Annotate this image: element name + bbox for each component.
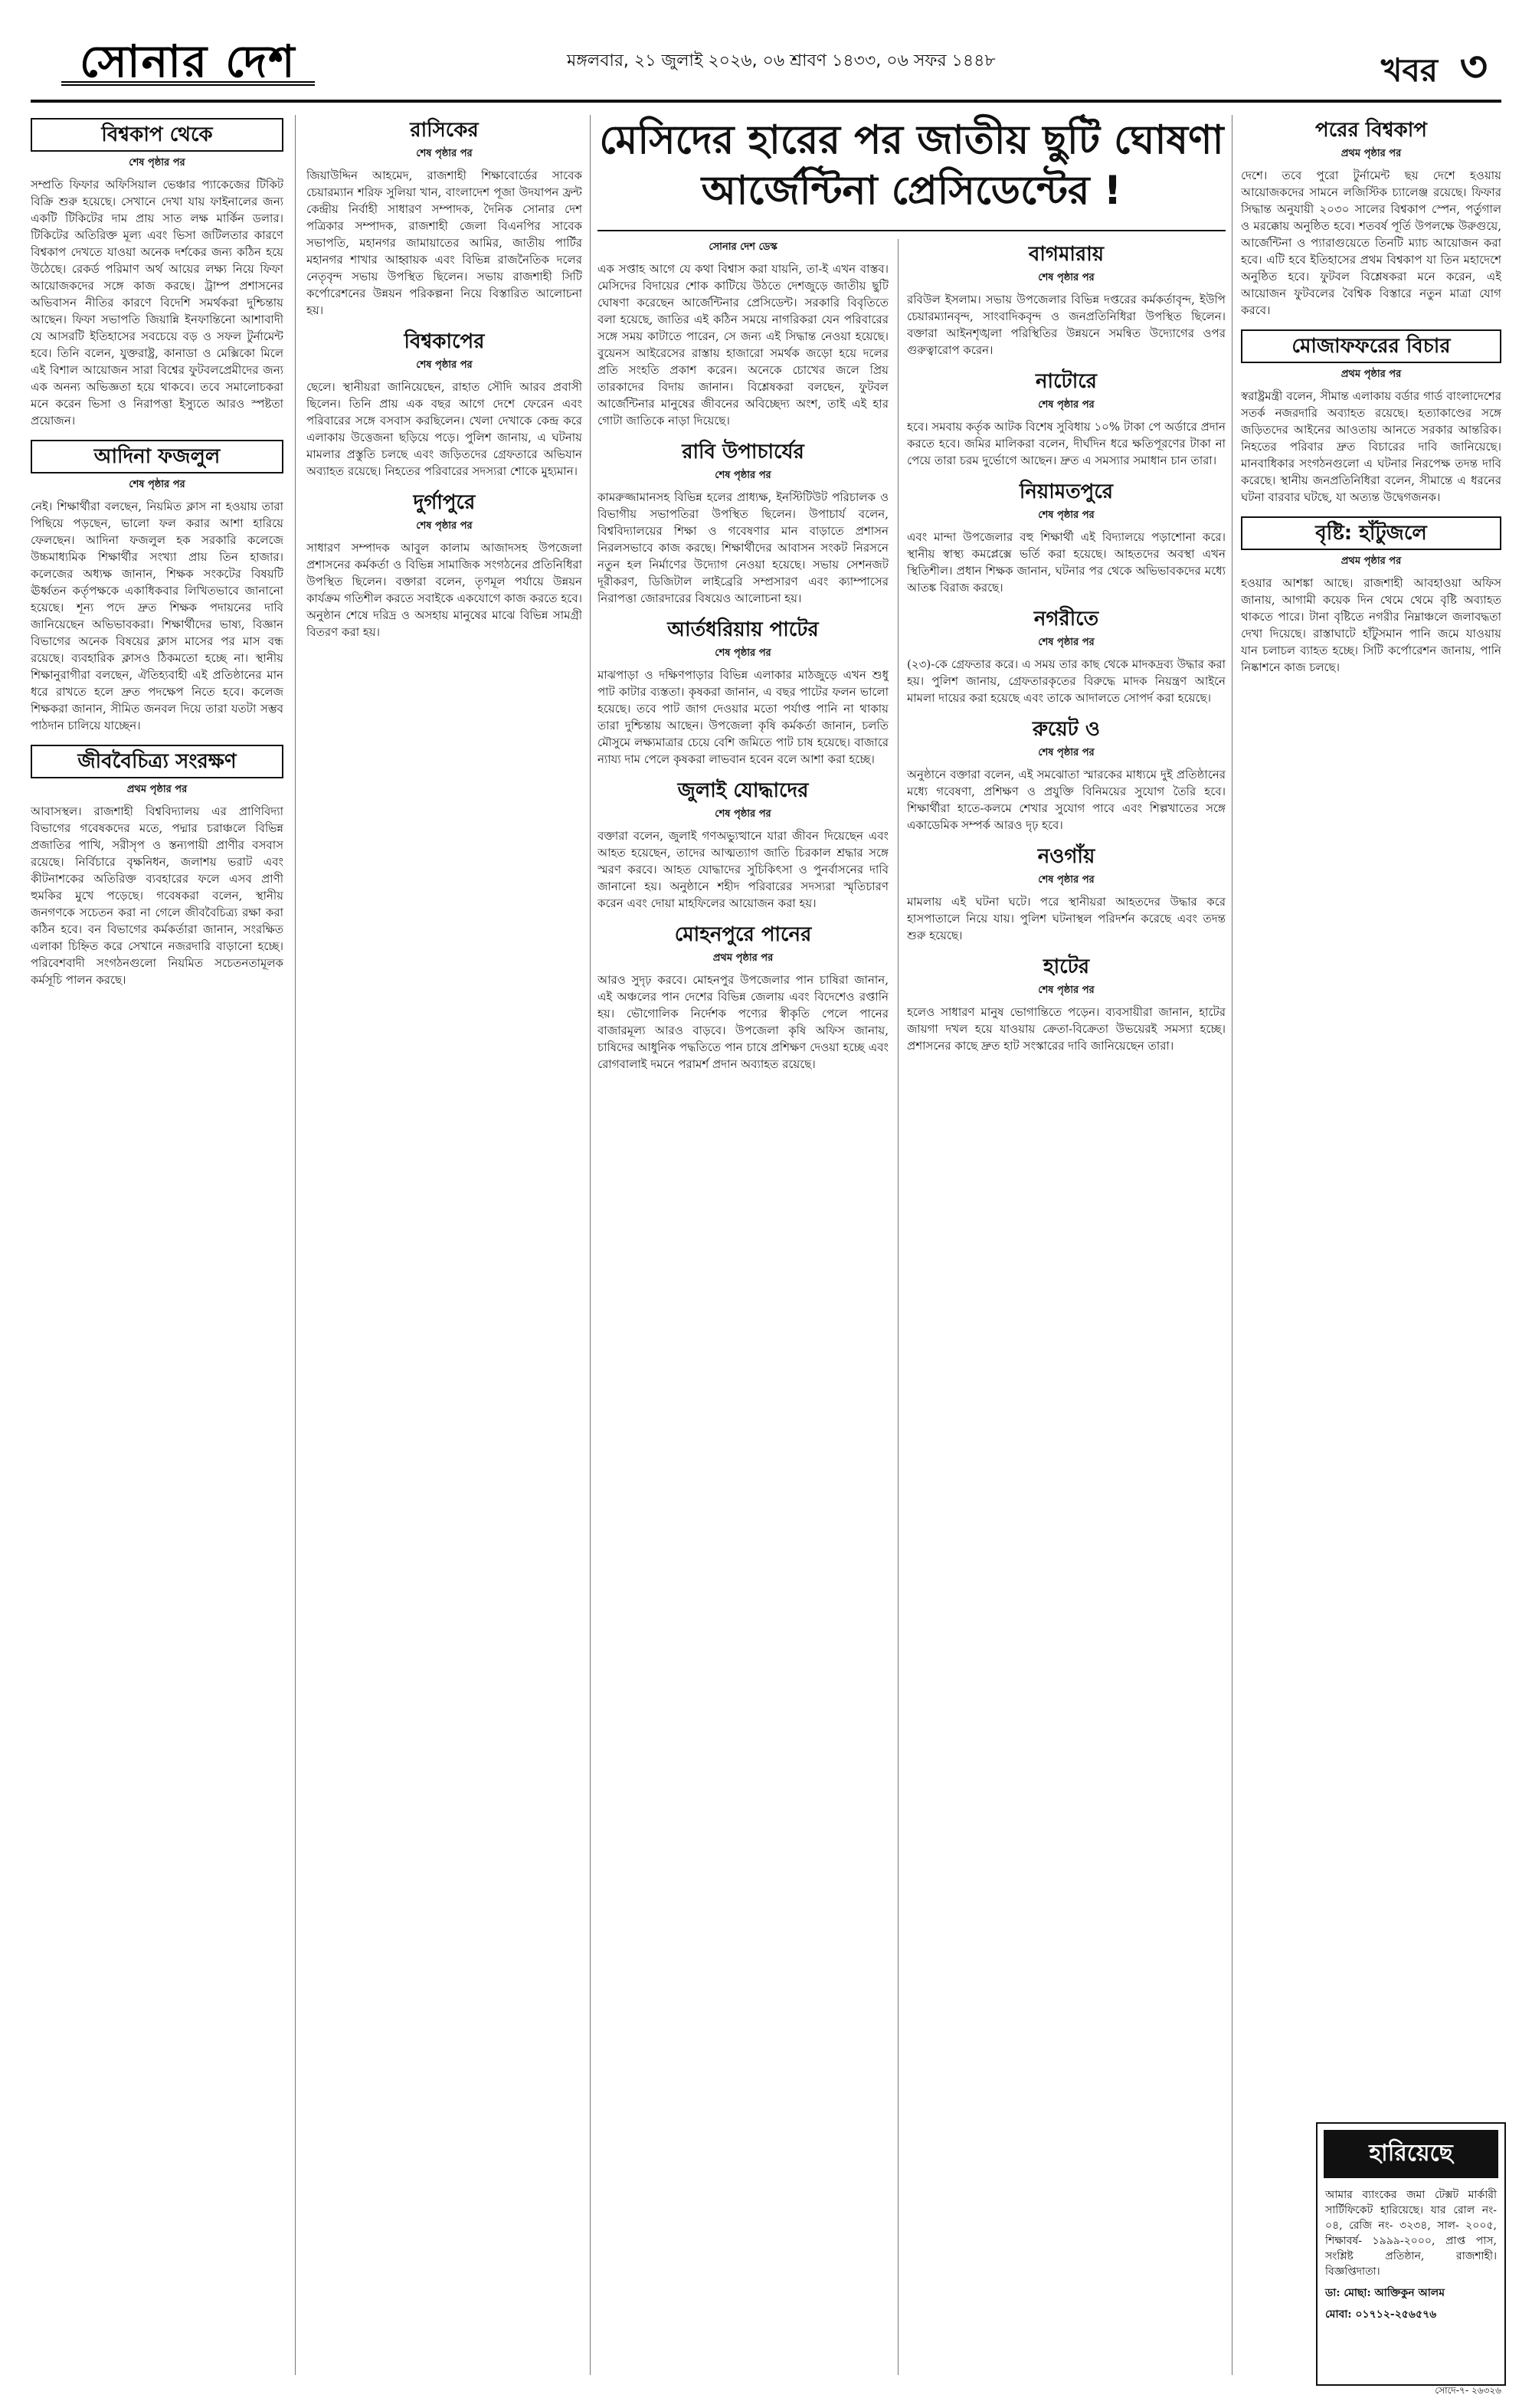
story — [31, 118, 283, 429]
story — [907, 607, 1226, 706]
story-jump: প্রথম পৃষ্ঠার পর — [712, 952, 774, 964]
lead-body: এক সপ্তাহ আগে যে কথা বিশ্বাস করা যায়নি, তা-ই এখন বাস্তব। মেসিদের বিদায়ের শোক কাটিয়ে উঠতে দেশজুড়ে জাতীয় ছুটি ঘোষণা করেছেন আর্জেন্টিনার প্রেসিডেন্ট। সরকারি বিবৃতিতে বলা হয়েছে, জাতির এই কঠিন সময়ে নাগরিকরা যেন পরিবারের সঙ্গে সময় কাটাতে পারেন, সে জন্য এই সিদ্ধান্ত নেওয়া হয়েছে। বুয়েনস আইরেসের রাস্তায় হাজারো সমর্থক জড়ো হয়ে দলের প্রতি সংহতি প্রকাশ করেন। অনেকে চোখের জলে প্রিয় তারকাদের বিদায় জানান। বিশ্লেষকরা বলছেন, ফুটবল আর্জেন্টিনার মানুষের জীবনের অবিচ্ছেদ্য অংশ, তাই এই হার গোটা জাতিকে নাড়া দিয়েছে। — [597, 262, 889, 428]
story-jump: শেষ পৃষ্ঠার পর — [1038, 637, 1095, 648]
story-headline: রুয়েট ও — [1032, 718, 1101, 741]
story — [907, 369, 1226, 469]
masthead-date: মঙ্গলবার, ২১ জুলাই ২০২৬, ০৬ শ্রাবণ ১৪৩৩, ০৬ সফর ১৪৪৮ — [567, 51, 996, 70]
story-jump: শেষ পৃষ্ঠার পর — [1038, 874, 1095, 886]
story-body: কামরুজ্জামানসহ বিভিন্ন হলের প্রাধ্যক্ষ, ইনস্টিটিউট পরিচালক ও বিভাগীয় সভাপতিরা উপস্থিত ছিলেন। উপাচার্য বলেন, বিশ্ববিদ্যালয়ের শিক্ষা ও গবেষণার মান বাড়াতে প্রশাসন নিরলসভাবে কাজ করছে। শিক্ষার্থীদের আবাসন সংকট নিরসনে নতুন হল নির্মাণের উদ্যোগ নেওয়া হয়েছে। সভায় সেশনজট দূরীকরণ, ডিজিটাল লাইব্রেরি সম্প্রসারণ এবং ক্যাম্পাসের নিরাপত্তা জোরদারের বিষয়েও আলোচনা হয়। — [597, 490, 889, 605]
story-body: মামলায় এই ঘটনা ঘটে। পরে স্থানীয়রা আহতদের উদ্ধার করে হাসপাতালে নিয়ে যায়। পুলিশ ঘটনাস্থল পরিদর্শন করেছে এবং তদন্ত শুরু হয়েছে। — [907, 895, 1226, 942]
story-headline: রাবি উপাচার্যের — [682, 441, 804, 464]
story-headline: দুর্গাপুরে — [413, 491, 476, 514]
story — [597, 922, 889, 1073]
story-headline: মোজাফফরের বিচার — [1241, 329, 1501, 363]
lead-divider — [597, 230, 1226, 231]
notice-code: সোদে-৭- ২৬৩২৬ — [1435, 2385, 1501, 2396]
story-jump: শেষ পৃষ্ঠার পর — [416, 520, 473, 532]
story — [1241, 118, 1501, 319]
notice-phone: মোবা: ০১৭১২-২৫৬৫৭৬ — [1325, 2308, 1437, 2321]
lead-headline: মেসিদের হারের পর জাতীয় ছুটি ঘোষণা আর্জেন্টিনা প্রেসিডেন্টের ! — [599, 117, 1224, 214]
story-body: এবং মান্দা উপজেলার বহু শিক্ষার্থী এই বিদ্যালয়ে পড়াশোনা করে। স্থানীয় স্বাস্থ্য কমপ্লেক্সে ভর্তি করা হয়েছে। আহতদের অবস্থা এখন স্থিতিশীল। প্রধান শিক্ষক জানান, ঘটনার পর থেকে অভিভাবকদের মধ্যে আতঙ্ক বিরাজ করছে। — [907, 530, 1226, 595]
story-body: (২৩)-কে গ্রেফতার করে। এ সময় তার কাছ থেকে মাদকদ্রব্য উদ্ধার করা হয়। পুলিশ জানায়, গ্রেফতারকৃতের বিরুদ্ধে মাদক নিয়ন্ত্রণ আইনে মামলা দায়ের করা হয়েছে এবং তাকে আদালতে সোপর্দ করা হয়েছে। — [907, 657, 1226, 705]
story-headline: বাগমারায় — [1028, 243, 1105, 266]
story-headline: বিশ্বকাপের — [404, 330, 485, 353]
column-2 — [306, 115, 582, 2375]
notice-signature: ডা: মোছা: আক্তিকুন আলম — [1325, 2287, 1445, 2299]
story-headline: আদিনা ফজলুল — [31, 440, 283, 473]
story — [1241, 329, 1501, 506]
story-jump: প্রথম পৃষ্ঠার পর — [1340, 369, 1402, 380]
story-jump: শেষ পৃষ্ঠার পর — [129, 479, 185, 490]
story-headline: নিয়ামতপুরে — [1019, 480, 1114, 503]
story-jump: প্রথম পৃষ্ঠার পর — [126, 784, 188, 795]
story-jump: শেষ পৃষ্ঠার পর — [715, 647, 771, 659]
story-body: স্বরাষ্ট্রমন্ত্রী বলেন, সীমান্ত এলাকায় বর্ডার গার্ড বাংলাদেশের সতর্ক নজরদারি অব্যাহত রয়েছে। হত্যাকাণ্ডের সঙ্গে জড়িতদের আইনের আওতায় আনতে সরকার আন্তরিক। নিহতের পরিবার দ্রুত বিচারের দাবি জানিয়েছে। মানবাধিকার সংগঠনগুলো এ ঘটনার নিরপেক্ষ তদন্ত দাবি করেছে। স্থানীয় জনপ্রতিনিধিরা বলেন, সীমান্তে এ ধরনের ঘটনা বারবার ঘটছে, যা অত্যন্ত উদ্বেগজনক। — [1241, 389, 1501, 504]
story-body: রবিউল ইসলাম। সভায় উপজেলার বিভিন্ন দপ্তরের কর্মকর্তাবৃন্দ, ইউপি চেয়ারম্যানবৃন্দ, সাংবাদিকবৃন্দ ও জনপ্রতিনিধিরা উপস্থিত ছিলেন। বক্তারা আইনশৃঙ্খলা পরিস্থিতির উন্নয়নে সমন্বিত উদ্যোগের ওপর গুরুত্বারোপ করেন। — [907, 293, 1226, 357]
section-label — [1381, 34, 1488, 106]
story-body: আবাসস্থল। রাজশাহী বিশ্ববিদ্যালয় এর প্রাণিবিদ্যা বিভাগের গবেষকদের মতে, পদ্মার চরাঞ্চলে বিভিন্ন প্রজাতির পাখি, সরীসৃপ ও স্তন্যপায়ী প্রাণীর বসবাস রয়েছে। নির্বিচারে বৃক্ষনিধন, জলাশয় ভরাট এবং কীটনাশকের অতিরিক্ত ব্যবহারের ফলে এসব প্রাণী হুমকির মুখে পড়েছে। গবেষকরা বলেন, স্থানীয় জনগণকে সচেতন করা না গেলে জীববৈচিত্র্য রক্ষা করা কঠিন হবে। বন বিভাগের কর্মকর্তারা জানান, সংরক্ষিত এলাকা চিহ্নিত করে সেখানে নজরদারি বাড়ানো হচ্ছে। পরিবেশবাদী সংগঠনগুলো নিয়মিত সচেতনতামূলক কর্মসূচি পালন করছে। — [31, 804, 283, 987]
story — [907, 955, 1226, 1054]
story-jump: শেষ পৃষ্ঠার পর — [1038, 984, 1095, 996]
column-3 — [597, 239, 889, 2375]
story-jump: শেষ পৃষ্ঠার পর — [1038, 272, 1095, 283]
column-4 — [907, 239, 1226, 2375]
story-headline: রাসিকের — [410, 119, 479, 142]
story-jump: শেষ পৃষ্ঠার পর — [715, 808, 771, 820]
story-jump: শেষ পৃষ্ঠার পর — [129, 157, 185, 169]
masthead — [31, 26, 1501, 103]
story-headline: জীববৈচিত্র্য সংরক্ষণ — [31, 745, 283, 778]
story-body: সম্প্রতি ফিফার অফিসিয়াল ভেঞ্চার প্যাকেজের টিকিট বিক্রি শুরু হয়েছে। সেখানে দেখা যায় ফাইনালের জন্য একটি টিকিটের দাম প্রায় সাত লক্ষ মার্কিন ডলার। টিকিটের অতিরিক্ত মূল্য এবং ভিসা জটিলতার কারণে বিশ্বকাপ দেখতে যাওয়া অনেক দর্শকের জন্য কঠিন হয়ে উঠেছে। রেকর্ড পরিমাণ অর্থ আয়ের লক্ষ্য নিয়ে ফিফা আয়োজকদের সঙ্গে কাজ করছে। ট্রাম্প প্রশাসনের অভিবাসন নীতির কারণে বিদেশি সমর্থকরা দুশ্চিন্তায় আছেন। ফিফা সভাপতি জিয়ান্নি ইনফান্তিনো আশাবাদী যে আসরটি ইতিহাসের সবচেয়ে বড় ও সফল টুর্নামেন্ট হবে। তিনি বলেন, যুক্তরাষ্ট্র, কানাডা ও মেক্সিকো মিলে এই বিশাল আয়োজন সারা বিশ্বের ফুটবলপ্রেমীদের জন্য এক অনন্য অভিজ্ঞতা হয়ে থাকবে। তবে সমালোচকরা মনে করেন ভিসা ও নিরাপত্তা ইস্যুতে আরও স্পষ্টতা প্রয়োজন। — [31, 178, 283, 428]
lead-byline: সোনার দেশ ডেস্ক — [709, 241, 777, 253]
story — [1241, 516, 1501, 676]
column-divider — [898, 239, 899, 2375]
lost-notice — [1316, 2122, 1506, 2386]
story — [907, 242, 1226, 359]
story — [597, 618, 889, 768]
story — [306, 118, 582, 319]
story-body: নেই। শিক্ষার্থীরা বলছেন, নিয়মিত ক্লাস না হওয়ায় তারা পিছিয়ে পড়ছেন, ভালো ফল করার আশা হারিয়ে ফেলছেন। আদিনা ফজলুল হক সরকারি কলেজে উচ্চমাধ্যমিক শিক্ষার্থীর সংখ্যা প্রায় তিন হাজার। কলেজের অধ্যক্ষ জানান, শিক্ষক সংকটের বিষয়টি ঊর্ধ্বতন কর্তৃপক্ষকে একাধিকবার লিখিতভাবে জানানো হয়েছে। শূন্য পদে দ্রুত শিক্ষক পদায়নের দাবি জানিয়েছেন অভিভাবকরা। শিক্ষার্থীদের ভাষ্য, বিজ্ঞান বিভাগের অনেক বিষয়ের ক্লাস মাসের পর মাস বন্ধ রয়েছে। ব্যবহারিক ক্লাসও ঠিকমতো হচ্ছে না। স্থানীয় শিক্ষানুরাগীরা বলছেন, ঐতিহ্যবাহী এই প্রতিষ্ঠানের মান ধরে রাখতে হলে দ্রুত পদক্ষেপ নিতে হবে। কলেজ শিক্ষকরা জানান, সীমিত জনবল দিয়ে তারা যতটা সম্ভব পাঠদান চালিয়ে যাচ্ছেন। — [31, 500, 283, 732]
story-body: আরও সুদৃঢ় করবে। মোহনপুর উপজেলার পান চাষিরা জানান, এই অঞ্চলের পান দেশের বিভিন্ন জেলায় এবং বিদেশেও রপ্তানি হয়। ভৌগোলিক নির্দেশক পণ্যের স্বীকৃতি পেলে পানের বাজারমূল্য আরও বাড়বে। উপজেলা কৃষি অফিস জানায়, চাষিদের আধুনিক পদ্ধতিতে পান চাষে প্রশিক্ষণ দেওয়া হচ্ছে এবং রোগবালাই দমনে পরামর্শ প্রদান অব্যাহত রয়েছে। — [597, 973, 889, 1071]
story-body: মাঝপাড়া ও দক্ষিণপাড়ার বিভিন্ন এলাকার মাঠজুড়ে এখন শুধু পাট কাটার ব্যস্ততা। কৃষকরা জানান, এ বছর পাটের ফলন ভালো হয়েছে। তবে পাট জাগ দেওয়ার মতো পর্যাপ্ত পানি না থাকায় তারা দুশ্চিন্তায় আছেন। উপজেলা কৃষি কর্মকর্তা জানান, চলতি মৌসুমে লক্ষ্যমাত্রার চেয়ে বেশি জমিতে পাট চাষ হয়েছে। বাজারে ন্যায্য দাম পেলে কৃষকরা লাভবান হবেন বলে আশা করা হচ্ছে। — [597, 668, 889, 766]
column-5 — [1241, 115, 1501, 2107]
story-jump: শেষ পৃষ্ঠার পর — [416, 148, 473, 159]
story-headline: বৃষ্টি: হাঁটুজলে — [1241, 516, 1501, 550]
story — [306, 329, 582, 480]
story-headline: মোহনপুরে পানের — [674, 923, 812, 946]
section-name: খবর — [1380, 51, 1438, 89]
story-jump: প্রথম পৃষ্ঠার পর — [1340, 555, 1402, 567]
story-headline: পরের বিশ্বকাপ — [1315, 119, 1427, 142]
story-body: জিয়াউদ্দিন আহমেদ, রাজশাহী শিক্ষাবোর্ডের সাবেক চেয়ারম্যান শরিফ সুলিয়া খান, বাংলাদেশ পূজা উদযাপন ফ্রন্ট কেন্দ্রীয় নির্বাহী সাধারণ সম্পাদক, দৈনিক সোনার দেশ পত্রিকার সম্পাদক, রাজশাহী জেলা বিএনপির সাবেক সভাপতি, মহানগর জামায়াতের আমির, জাতীয় পার্টির মহানগর শাখার আহ্বায়ক এবং বিভিন্ন রাজনৈতিক দলের নেতৃবৃন্দ সভায় উপস্থিত ছিলেন। সভায় রাজশাহী সিটি কর্পোরেশনের উন্নয়ন পরিকল্পনা নিয়ে বিস্তারিত আলোচনা হয়। — [306, 169, 582, 317]
story — [31, 440, 283, 734]
story — [597, 440, 889, 607]
masthead-logo: সোনার দেশ — [61, 28, 315, 86]
column-1 — [31, 115, 283, 2375]
story-body: বক্তারা বলেন, জুলাই গণঅভ্যুত্থানে যারা জীবন দিয়েছেন এবং আহত হয়েছেন, তাদের আত্মত্যাগ জাতি চিরকাল শ্রদ্ধার সঙ্গে স্মরণ করবে। আহত যোদ্ধাদের সুচিকিৎসা ও পুনর্বাসনের দাবি জানানো হয়। অনুষ্ঠানে শহীদ পরিবারের সদস্যরা স্মৃতিচারণ করেন এবং দোয়া মাহফিলের আয়োজন করা হয়। — [597, 829, 889, 910]
story — [597, 260, 889, 429]
page-number: ৩ — [1459, 42, 1488, 92]
story — [306, 490, 582, 640]
notice-body: আমার ব্যাংকের জমা টেক্সট মার্কারী সার্টিফিকেট হারিয়েছে। যার রোল নং- ০৪, রেজি নং- ৩২৩৪, সাল- ২০০৫, শিক্ষাবর্ষ- ১৯৯৯-২০০০, প্রাপ্ত পাস, সংশ্লিষ্ট প্রতিষ্ঠান, রাজশাহী। বিজ্ঞপ্তিদাতা। — [1325, 2189, 1497, 2278]
story-headline: হাটের — [1043, 955, 1090, 978]
column-divider — [590, 115, 591, 2375]
story-body: হলেও সাধারণ মানুষ ভোগান্তিতে পড়েন। ব্যবসায়ীরা জানান, হাটের জায়গা দখল হয়ে যাওয়ায় ক্রেতা-বিক্রেতা উভয়েরই সমস্যা হচ্ছে। প্রশাসনের কাছে দ্রুত হাট সংস্কারের দাবি জানিয়েছেন তারা। — [907, 1005, 1226, 1053]
story-headline: বিশ্বকাপ থেকে — [31, 118, 283, 152]
story — [907, 844, 1226, 944]
story-jump: শেষ পৃষ্ঠার পর — [1038, 399, 1095, 411]
notice-title: হারিয়েছে — [1324, 2130, 1498, 2178]
story-jump: শেষ পৃষ্ঠার পর — [1038, 509, 1095, 521]
story-body: সাধারণ সম্পাদক আবুল কালাম আজাদসহ উপজেলা প্রশাসনের কর্মকর্তা ও বিভিন্ন সামাজিক সংগঠনের প্রতিনিধিরা উপস্থিত ছিলেন। বক্তারা বলেন, তৃণমূল পর্যায়ে উন্নয়ন কার্যক্রম গতিশীল করতে সবাইকে একযোগে কাজ করতে হবে। অনুষ্ঠান শেষে দরিদ্র ও অসহায় মানুষের মাঝে বিভিন্ন সামগ্রী বিতরণ করা হয়। — [306, 541, 582, 639]
story-jump: শেষ পৃষ্ঠার পর — [715, 470, 771, 481]
story-jump: শেষ পৃষ্ঠার পর — [1038, 747, 1095, 758]
story-jump: প্রথম পৃষ্ঠার পর — [1340, 148, 1402, 159]
story-jump: শেষ পৃষ্ঠার পর — [416, 359, 473, 371]
story-body: দেশে। তবে পুরো টুর্নামেন্ট ছয় দেশে হওয়ায় আয়োজকদের সামনে লজিস্টিক চ্যালেঞ্জ রয়েছে। ফিফার সিদ্ধান্ত অনুযায়ী ২০৩০ সালের বিশ্বকাপ স্পেন, পর্তুগাল ও মরক্কোয় অনুষ্ঠিত হবে। শতবর্ষ পূর্তি উপলক্ষে উরুগুয়ে, আর্জেন্টিনা ও প্যারাগুয়েতে তিনটি ম্যাচ আয়োজন করা হবে। এটি হবে ইতিহাসের প্রথম বিশ্বকাপ যা তিন মহাদেশে অনুষ্ঠিত হবে। ফুটবল বিশ্লেষকরা মনে করেন, এই আয়োজন ফুটবলের বৈশ্বিক বিস্তারে নতুন মাত্রা যোগ করবে। — [1241, 169, 1501, 317]
story — [31, 745, 283, 988]
story — [907, 717, 1226, 834]
story-headline: নওগাঁয় — [1037, 845, 1095, 868]
story-body: হবে। সমবায় কর্তৃক আটক বিশেষ সুবিধায় ১০% টাকা পে অর্ডারে প্রদান করতে হবে। জমির মালিকরা বলেন, দীর্ঘদিন ধরে ক্ষতিপূরণের টাকা না পেয়ে তারা চরম দুর্ভোগে আছেন। দ্রুত এ সমস্যার সমাধান চান তারা। — [907, 420, 1226, 467]
story-body: ছেলে। স্থানীয়রা জানিয়েছেন, রাহাত সৌদি আরব প্রবাসী ছিলেন। তিনি প্রায় এক বছর আগে দেশে ফেরেন এবং পরিবারের সঙ্গে বসবাস করছিলেন। খেলা দেখাকে কেন্দ্র করে এলাকায় উত্তেজনা ছড়িয়ে পড়ে। পুলিশ জানায়, এ ঘটনায় মামলার প্রস্তুতি চলছে এবং জড়িতদের গ্রেফতারে অভিযান অব্যাহত রয়েছে। নিহতের পরিবারের সদস্যরা শোকে মুহ্যমান। — [306, 380, 582, 478]
story-headline: নাটোরে — [1036, 370, 1097, 393]
story-headline: আর্তধরিয়ায় পাটের — [667, 618, 819, 641]
story — [907, 480, 1226, 596]
story-headline: নগরীতে — [1033, 608, 1099, 631]
story-body: অনুষ্ঠানে বক্তারা বলেন, এই সমঝোতা স্মারকের মাধ্যমে দুই প্রতিষ্ঠানের মধ্যে গবেষণা, প্রশিক্ষণ ও প্রযুক্তি বিনিময়ের সুযোগ তৈরি হবে। শিক্ষার্থীরা হাতে-কলমে শেখার সুযোগ পাবে এবং শিল্পখাতের সঙ্গে একাডেমিক সম্পর্ক আরও দৃঢ় হবে। — [907, 768, 1226, 832]
story — [597, 778, 889, 912]
story-body: হওয়ার আশঙ্কা আছে। রাজশাহী আবহাওয়া অফিস জানায়, আগামী কয়েক দিন থেমে থেমে বৃষ্টি অব্যাহত থাকতে পারে। টানা বৃষ্টিতে নগরীর নিম্নাঞ্চলে জলাবদ্ধতা দেখা দিয়েছে। রাস্তাঘাটে হাঁটুসমান পানি জমে যাওয়ায় যান চলাচল ব্যাহত হচ্ছে। সিটি কর্পোরেশন জানায়, পানি নিষ্কাশনে কাজ চলছে। — [1241, 576, 1501, 674]
story-headline: জুলাই যোদ্ধাদের — [677, 779, 809, 802]
column-divider — [295, 115, 296, 2375]
